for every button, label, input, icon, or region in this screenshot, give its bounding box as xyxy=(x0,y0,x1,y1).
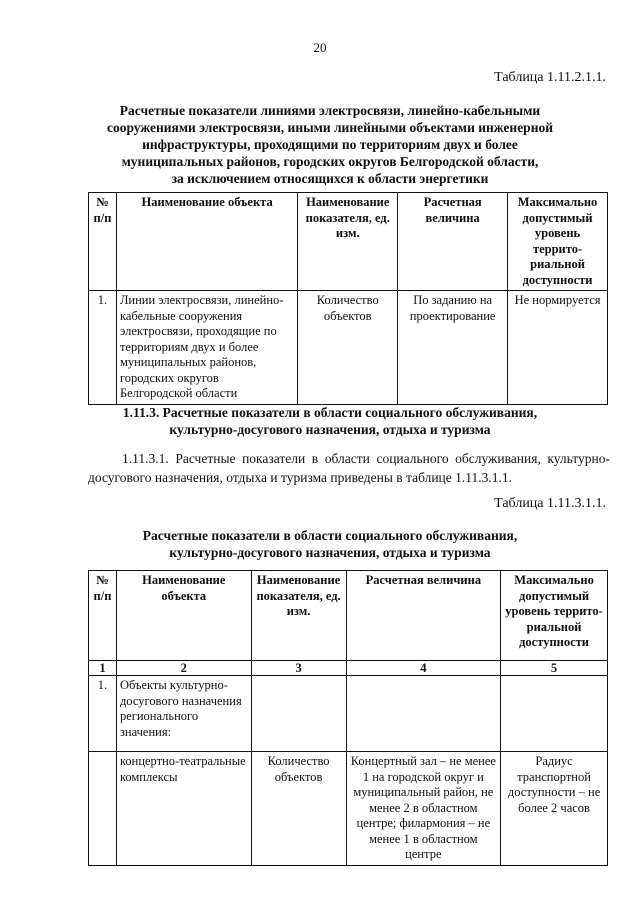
table2-cell-max: Радиус транспортной доступности – не более 2 часов xyxy=(501,752,608,866)
table1-header-num: № п/п xyxy=(89,193,117,291)
table2-label: Таблица 1.11.3.1.1. xyxy=(494,496,606,511)
table2-title xyxy=(80,527,580,561)
table2-colnum: 5 xyxy=(501,661,608,676)
section-heading-line: культурно-досугового назначения, отдыха и туризма xyxy=(169,422,491,437)
table2-cell-indicator: Количество объектов xyxy=(251,752,346,866)
table1-header-value: Расчетная величина xyxy=(398,193,508,291)
table2-cell-value xyxy=(346,676,501,752)
table1-cell-indicator: Количество объектов xyxy=(298,291,398,405)
table2-cell-name: концертно-театральные комплексы xyxy=(116,752,251,866)
table2-colnum: 4 xyxy=(346,661,501,676)
table2-colnum: 1 xyxy=(89,661,117,676)
table2-cell-num: 1. xyxy=(89,676,117,752)
table2-title-line: культурно-досугового назначения, отдыха и туризма xyxy=(169,545,491,560)
table1-label: Таблица 1.11.2.1.1. xyxy=(494,70,606,85)
table2-header-num: № п/п xyxy=(89,571,117,661)
table2 xyxy=(88,570,608,866)
table2-column-numbers xyxy=(89,661,608,676)
table1-cell-num: 1. xyxy=(89,291,117,405)
table1-title xyxy=(80,102,580,187)
section-paragraph xyxy=(88,449,610,487)
table1-title-line: инфраструктуры, проходящими по территориям двух и более xyxy=(142,137,518,152)
section-paragraph-text: 1.11.3.1. Расчетные показатели в области социального обслуживания, культурно-досугового назначения, отдыха и туризма приведены в таблице 1.11.3.1.1. xyxy=(88,451,610,485)
table-row xyxy=(89,676,608,752)
table2-cell-indicator xyxy=(251,676,346,752)
table2-cell-num xyxy=(89,752,117,866)
section-heading xyxy=(80,404,580,438)
table2-title-line: Расчетные показатели в области социального обслуживания, xyxy=(142,528,518,543)
table1-header-name: Наименование объекта xyxy=(116,193,297,291)
table-row xyxy=(89,752,608,866)
table1-cell-max: Не нормируется xyxy=(508,291,608,405)
table2-header-value: Расчетная величина xyxy=(346,571,501,661)
table-row xyxy=(89,291,608,405)
table1-cell-value: По заданию на проектирование xyxy=(398,291,508,405)
table1-cell-name: Линии электросвязи, линейно-кабельные сооружения электросвязи, проходящие по территориям двух и более муниципальных районов, городских округов Белгородской области xyxy=(116,291,297,405)
table2-cell-name: Объекты культурно-досугового назначения регионального значения: xyxy=(116,676,251,752)
table2-header-name: Наименование объекта xyxy=(116,571,251,661)
table2-header-indicator: Наименование показателя, ед. изм. xyxy=(251,571,346,661)
table1 xyxy=(88,192,608,405)
table1-title-line: муниципальных районов, городских округов Белгородской области, xyxy=(121,154,539,169)
table2-colnum: 3 xyxy=(251,661,346,676)
table1-header-indicator: Наименование показателя, ед. изм. xyxy=(298,193,398,291)
table1-title-line: Расчетные показатели линиями электросвязи, линейно-кабельными xyxy=(119,103,541,118)
table1-title-line: за исключением относящихся к области энергетики xyxy=(171,171,489,186)
table1-title-line: сооружениями электросвязи, иными линейными объектами инженерной xyxy=(106,120,553,135)
page-number: 20 xyxy=(313,40,327,55)
table2-cell-max xyxy=(501,676,608,752)
section-heading-line: 1.11.3. Расчетные показатели в области социального обслуживания, xyxy=(122,405,538,420)
table2-header-max: Максимально допустимый уровень террито-риальной доступности xyxy=(501,571,608,661)
table2-colnum: 2 xyxy=(116,661,251,676)
table2-cell-value: Концертный зал – не менее 1 на городской округ и муниципальный район, не менее 2 в областном центре; филармония – не менее 1 в областном центре xyxy=(346,752,501,866)
table1-header-max: Максимально допустимый уровень террито-риальной доступности xyxy=(508,193,608,291)
